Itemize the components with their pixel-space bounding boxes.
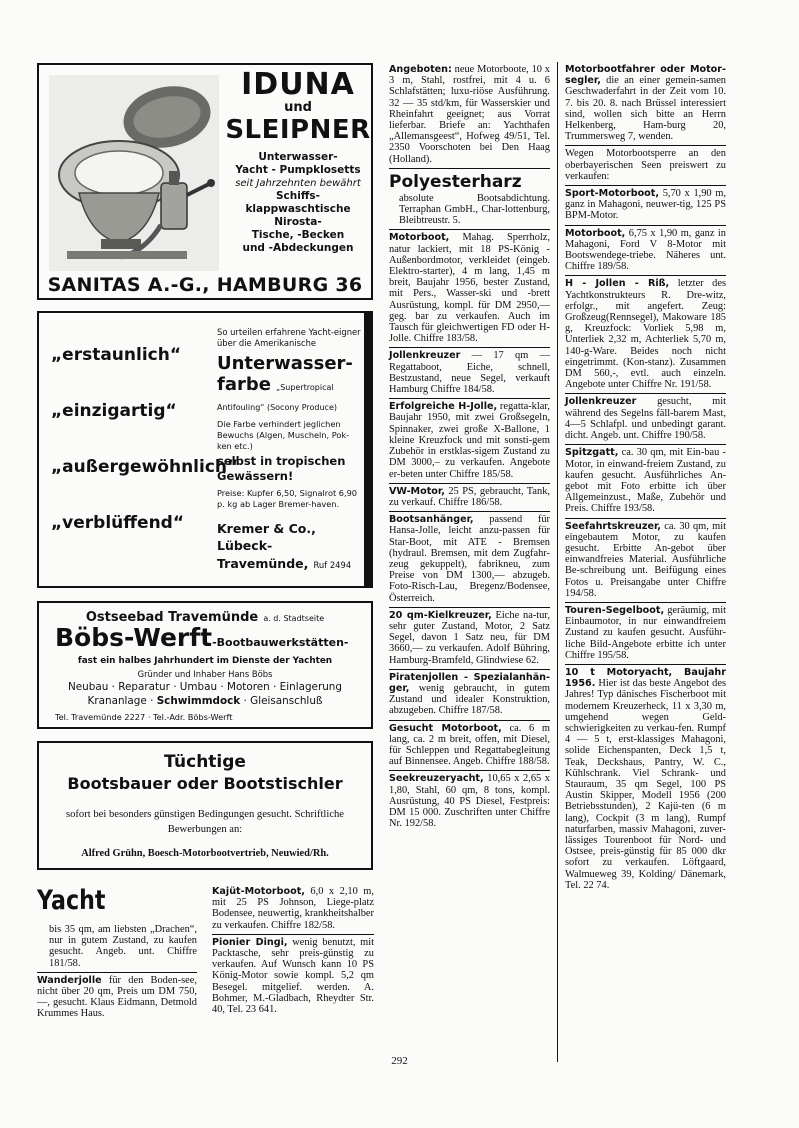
ad-title: Polyesterharz (389, 171, 522, 192)
col-4-classified-ad (565, 603, 726, 664)
iduna-line-5: Nirosta- (274, 216, 322, 228)
ad-text: absolute Bootsabdichtung. Terraphan GmbH., Char-lottenburg, Bleibtreustr. 5. (399, 192, 550, 227)
ad-title: Seefahrtskreuzer, (565, 520, 661, 532)
ad-text: die an einer gemein-samen Geschwaderfahrt in der Zeit vom 10. 7. bis 20. 8. nach Brüssel interessiert sind, wollen sich bitte an Herrn Helkenberg, Ham-burg 20, Trummersweg 7, wenden. (565, 75, 726, 143)
column-4 (565, 62, 726, 894)
job-body: sofort bei besonders günstigen Bedingungen gesucht. Schriftliche Bewerbungen an: (65, 809, 345, 835)
column-1-ads (37, 973, 197, 1023)
iduna-since: seit Jahrzehnten bewährt (235, 178, 361, 189)
col-4-classified-ad (565, 62, 726, 145)
ad-text: ca. 30 qm, mit eingebautem Motor, zu kaufen gesucht. Erbitte An-gebot über einwandfreies Material. Ausführliche Be-schreibung unt. Beifügung eines Fotos u. Preisangabe unter Chiffre 194/58. (565, 520, 726, 599)
sleipner-title: SLEIPNER (225, 115, 371, 145)
farbe-company-2: Travemünde, (217, 556, 309, 571)
col-3-classified-ad (389, 348, 550, 398)
job-headline-1: Tüchtige (164, 752, 246, 772)
col-3-classified-ad (389, 670, 550, 720)
ad-text: neue Motorboote, 10 x 3 m, Stahl, rostfrei, mit 4 u. 6 Schlafstätten; luxu-riöse Ausführung. 32 — 35 std/km, für Wasserskier und Rheinfahrt geeignet; aus Vorrat lieferbar. Briefe an: Yachthafen „Allemansgeest“, Hofweg 49/51, Tel. 2350 Voorschoten bei Den Haag (Holland). (389, 64, 550, 165)
ad-text: 6,75 x 1,90 m, ganz in Mahagoni, Ford V 8-Motor mit Bootswendege-triebe. Näheres unt. Chiffre 189/58. (565, 227, 726, 273)
page-number: 292 (391, 1055, 408, 1067)
quote-einzigartig: „einzigartig“ (51, 401, 177, 421)
boebs-location-small: a. d. Stadtseite (263, 614, 325, 623)
column-3 (389, 62, 550, 832)
ad-title: Erfolgreiche H-Jolle, (389, 401, 498, 413)
boebs-location: Ostseebad Travemünde (85, 610, 259, 625)
col-4-classified-ad (565, 665, 726, 894)
col-2-classified-ad (212, 884, 374, 934)
ad-title: Angeboten: (389, 64, 452, 75)
farbe-ruf: Ruf 2494 (313, 560, 352, 570)
ad-title: Kajüt-Motorboot, (212, 886, 305, 897)
ad-text: gesucht, mit während des Segelns fäll-barem Mast, 4—5 Schlafpl. und unbedingt garant. dicht. Angeb. unt. Chiffre 190/58. (565, 396, 726, 442)
ad-text: ca. 6 m lang, ca. 2 m breit, offen, mit Diesel, für Schleppen und Regattabegleitung auf Binnensee. Angeb. Chiffre 188/58. (389, 722, 550, 768)
boebs-slogan: fast ein halbes Jahrhundert im Dienste der Yachten (77, 656, 333, 666)
ad-text: passend für Hansa-Jolle, leicht anzu-passen für Star-Boot, mit ATE - Bremsen (hydraul. Bremsen, mit dem Zugfahr-zeug gekuppelt), fabrikneu, zum Preise von DM 1300,— abzugeb. Foto-Risch-Lau, Bregenz/Bodensee, Österreich. (389, 514, 550, 604)
farbe-price: Preise: Kupfer 6,50, Signalrot 6,90 p. kg ab Lager Bremer-haven. (217, 488, 358, 509)
ad-text: letzter des Yachtkonstrukteurs R. Dre-witz, erfolgr., mit angefert. Zeug: Großzeug(Rennsegel), Makoware 185 g, Kreuzfock: Vorliek 5,98 m, Unterliek 2,32 m, Achterliek 5,70 m, 140-g-Ware. Beides noch nicht eingetrimmt. (Kon-stanz). Zusammen DM 560,-, evtl. auch einzeln. Angebote unter Chiffre Nr. 191/58. (565, 278, 726, 391)
iduna-line-3: Schiffs- (276, 190, 320, 202)
boebs-founder: Gründer und Inhaber Hans Böbs (137, 669, 273, 679)
col-3-classified-ad (389, 169, 550, 230)
column-4-ads (565, 62, 726, 894)
farbe-ad-black-bar (366, 311, 373, 588)
boebs-services-2c: · Gleisanschluß (243, 695, 323, 707)
ad-title: Jollenkreuzer (389, 350, 461, 362)
boebs-services-2a: Krananlage · (87, 695, 154, 707)
ad-title: Motorboot, (389, 232, 450, 244)
col-3-classified-ad (389, 512, 550, 607)
sanitas-footer: SANITAS A.-G., HAMBURG 36 (47, 274, 363, 296)
ad-text: wenig benutzt, mit Packtasche, sehr preis-günstig zu verkaufen. Auf Wunsch kann 10 PS König-Motor sowie kompl. 5,2 qm Besegel. mitgelief. werden. A. Bohmer, M.-Gladbach, Rheydter Str. 40, Tel. 23 641. (212, 936, 374, 1016)
col-4-classified-ad (565, 186, 726, 225)
farbe-company: Kremer & Co., Lübeck- (217, 521, 316, 553)
iduna-line-1: Unterwasser- (258, 151, 338, 163)
unterwasserfarbe-ad (37, 311, 366, 588)
col-3-classified-ad (389, 399, 550, 482)
iduna-line-4: klappwaschtische (245, 203, 351, 215)
boebs-werft-ad (37, 601, 373, 729)
job-contact: Alfred Grühn, Boesch-Motorbootvertrieb, Neuwied/Rh. (81, 848, 329, 859)
boebs-contact: Tel. Travemünde 2227 · Tel.-Adr. Böbs-Werft (55, 712, 233, 722)
ad-title: Pionier Dingi, (212, 936, 288, 948)
col-3-classified-ad (389, 230, 550, 347)
col-1-classified-ad (37, 973, 197, 1023)
col-3-classified-ad (389, 721, 550, 771)
col-3-classified-ad (389, 608, 550, 669)
iduna-line-2: Yacht - Pumpklosetts (235, 164, 361, 176)
farbe-tropic: selbst in tropischen Gewässern! (217, 454, 346, 483)
boebs-services-2b: Schwimmdock (156, 695, 241, 707)
ad-title: Wanderjolle (37, 974, 102, 986)
ad-title: H - Jollen - Riß, (565, 278, 670, 290)
iduna-line-7: und -Abdeckungen (242, 242, 354, 254)
toilet-illustration (49, 75, 219, 271)
yacht-text: bis 35 qm, am liebsten „Drachen“, nur in gutem Zustand, zu kaufen gesucht. Angeb. unt. Chiffre 181/58. (49, 924, 197, 969)
ad-text: — 17 qm — Regattaboot, Eiche, schnell, Bestzustand, neue Segel, verkauft Hamburg Chiffre 184/58. (389, 350, 550, 396)
column-separator (557, 62, 558, 1062)
ad-title: Motorboot, (565, 227, 626, 239)
farbe-intro: So urteilen erfahrene Yacht-eigner über die Amerikanische (217, 327, 361, 348)
ad-text: Mahag. Sperrholz, natur lackiert, mit 18 PS-König - Außenbordmotor, verkleidet (eingeb. Elektro-starter), 4 m lang, 1,45 m breit, Baujahr 1956, bester Zustand, mit Pers., Wasser-ski und -brett Ausrüstung, kompl. für DM 2950,— geg. bar zu verkaufen. Auch im Tausch für gleichwertigen FD oder H-Jolle. Chiffre 183/58. (389, 232, 550, 345)
column-3-ads (389, 62, 550, 832)
col-3-classified-ad (389, 484, 550, 511)
ad-title: 20 qm-Kielkreuzer, (389, 609, 492, 621)
ad-text: Eiche na-tur, sehr guter Zustand, Motor, 2 Satz Segel, davon 1 Satz neu, für DM 3660,— zu verkaufen. Adolf Bühring, Hamburg-Bramfeld, Glindwiese 62. (389, 609, 551, 666)
quote-erstaunlich: „erstaunlich“ (51, 345, 182, 365)
ad-title: Motorbootfahrer oder Motor-segler, (565, 64, 726, 87)
boebs-name: Böbs-Werft (55, 623, 213, 652)
ad-title: Jollenkreuzer (565, 396, 637, 408)
ad-text: wenig gebraucht, in gutem Zustand und idealer Konstruktion, abzugeben. Chiffre 187/58. (389, 682, 550, 717)
yacht-headline: Yacht (37, 885, 106, 916)
farbe-description: Die Farbe verhindert jeglichen Bewuchs (Algen, Muscheln, Pok-ken etc.) (217, 419, 350, 451)
farbe-headline-2: farbe (217, 374, 271, 395)
col-4-classified-ad (565, 276, 726, 393)
col-3-classified-ad (389, 771, 550, 832)
quote-verbluffend: „verblüffend“ (51, 513, 185, 533)
ad-title: Spitzgatt, (565, 447, 619, 459)
iduna-line-6: Tische, -Becken (251, 229, 345, 241)
iduna-title: IDUNA (241, 67, 355, 102)
ad-title: Touren-Segelboot, (565, 604, 665, 616)
ad-title: Sport-Motorboot, (565, 188, 659, 200)
boebs-name-suffix: -Bootbauwerkstätten- (212, 636, 349, 649)
ad-text: 25 PS, gebraucht, Tank, zu verkauf. Chiffre 186/58. (389, 485, 550, 508)
col-4-classified-ad (565, 146, 726, 185)
col-2-classified-ad (212, 935, 374, 1018)
ad-text: 10,65 x 2,65 x 1,80, Stahl, 60 qm, 8 tons, kompl. Ausrüstung, 40 PS Diesel, Festpreis: DM 15 000. Zuschriften unter Chiffre Nr. 192/58. (389, 773, 550, 830)
ad-text: ca. 30 qm, mit Ein-bau - Motor, in einwand-freiem Zustand, zu kaufen gesucht. Ausführliches An-gebot mit Foto erbitte ich über Allgemeinzust., Maße, Zubehör und Preis. Chiffre 193/58. (565, 447, 726, 515)
ad-title: Bootsanhänger, (389, 514, 474, 526)
ad-title: VW-Motor, (389, 485, 445, 497)
ad-title: 10 t Motoryacht, Baujahr 1956. (565, 666, 726, 690)
ad-title: Gesucht Motorboot, (389, 722, 502, 734)
farbe-subtitle: „Supertropical Antifouling“ (Socony Produce) (217, 383, 337, 412)
ad-title: Seekreuzeryacht, (389, 773, 484, 785)
col-4-classified-ad (565, 519, 726, 602)
farbe-headline-1: Unterwasser- (217, 353, 353, 374)
ad-text: 5,70 x 1,90 m, ganz in Mahagoni, neuwer-tig, 125 PS BPM-Motor. (565, 188, 726, 222)
col-4-classified-ad (565, 445, 726, 517)
ad-text: Hier ist das beste Angebot des Jahres! Typ dänisches Fischerboot mit modernem Kreuzerheck, 11 x 3,30 m, umgehend wegen Geld-schwierigkeiten zu verkau-fen. Rumpf 4 — 5 t, erst-klassiges Mahagoni, solide Eichenspanten, Deck 1,5 t, Teak, Deckshaus, Pantry, W. C., Kühlschrank. Viel Schrank- und Stauraum, 35 qm Segel, 100 PS Austin Skipper, Modell 1956 (200 Betriebsstunden), 2 Kajü-ten (6 m lang), Cockpit (3 m lang), Rumpf naturfarben, massiv Mahagoni, zuver-lässiges Tourenboot für Nord- und Ostsee, preis-günstig für 85 000 dkr sofort zu verkaufen. Löftgaard, Walmueweg 39, Kolding/ Dänemark, Tel. 22 74. (565, 678, 726, 891)
col-4-classified-ad (565, 394, 726, 444)
iduna-sleipner-ad (37, 63, 373, 300)
column-2-ads (212, 884, 374, 1018)
column-1 (37, 884, 197, 1023)
boebs-services-1: Neubau · Reparatur · Umbau · Motoren · Einlagerung (68, 681, 342, 693)
column-2 (212, 884, 374, 1018)
quote-aussergewoehnlich: „außergewöhnlich“ (51, 457, 239, 477)
job-ad (37, 741, 373, 870)
und-text: und (284, 100, 312, 115)
job-headline-2: Bootsbauer oder Bootstischler (67, 774, 343, 793)
col-4-classified-ad (565, 226, 726, 276)
ad-title: Piratenjollen - Spezialanhän-ger, (389, 671, 550, 694)
ad-text: regatta-klar, Baujahr 1950, mit zwei Großsegeln, Spinnaker, zwei große X-Ballone, 1 kleine Kreuzfock und mit sonsti-gem Zubehör in erstklas-sigem Zustand zu DM 3000,– zu verkaufen. Angebote er-beten unter Chiffre 185/58. (389, 401, 550, 480)
ad-text: für den Boden-see, nicht über 20 qm, Preis um DM 750,—, gesucht. Klaus Eidmann, Detmold Krummes Haus. (37, 974, 197, 1020)
ad-text: Wegen Motorbootsperre an den oberbayerischen Seen preiswert zu verkaufen: (565, 148, 726, 182)
col-3-classified-ad (389, 62, 550, 168)
ad-text: 6,0 x 2,10 m, mit 25 PS Johnson, Liege-platz Bodensee, neuwertig, krankheitshalber zu verkaufen. Chiffre 182/58. (212, 886, 374, 931)
ad-text: geräumig, mit Einbaumotor, in nur einwandfreiem Zustand zu kaufen gesucht. Ausführ-liche Bild-Angebote erbitte ich unter Chiffre 195/58. (565, 604, 726, 661)
